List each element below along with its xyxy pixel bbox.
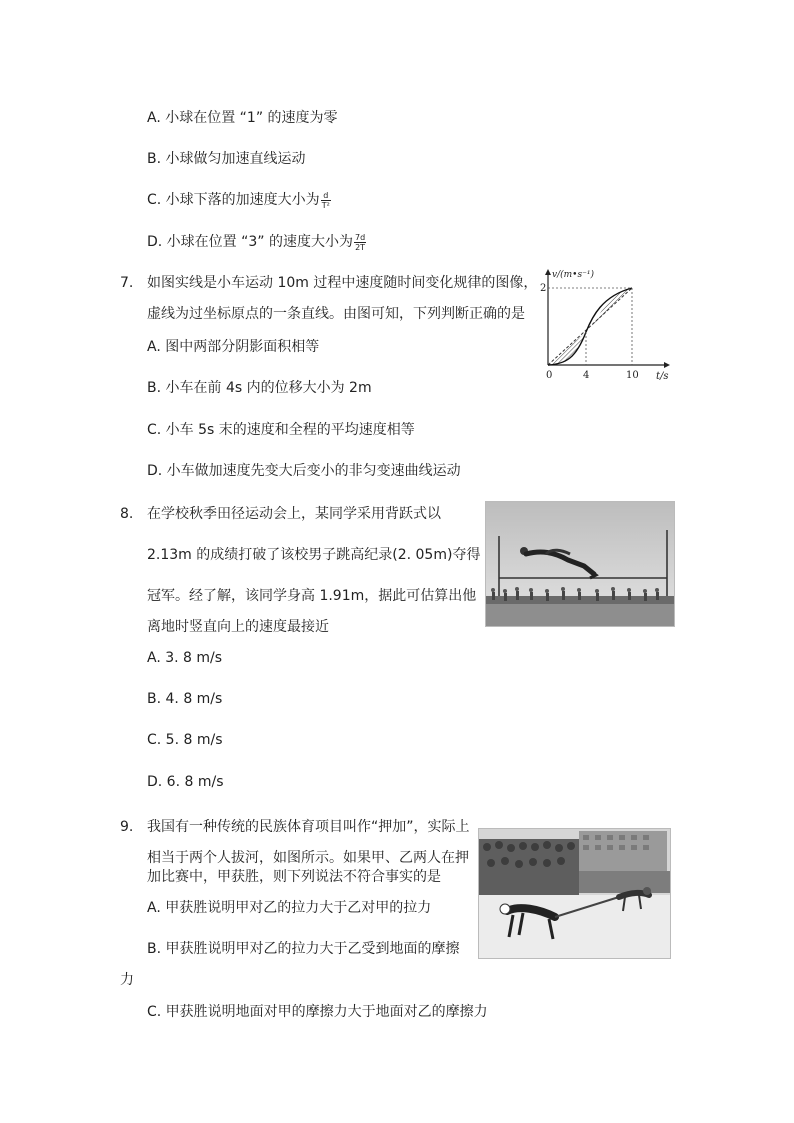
q8-option-a: A. 3. 8 m/s [147,650,223,666]
x-axis-arrow [664,362,670,368]
q7-stem-line1: 如图实线是小车运动 10m 过程中速度随时间变化规律的图像， [147,275,538,291]
fraction-denominator: 2T [355,242,366,252]
q6-option-d-fraction [354,233,366,252]
q7-option-c: C. 小车 5s 末的速度和全程的平均速度相等 [147,422,415,438]
q8-stem-line4: 离地时竖直向上的速度最接近 [147,619,329,635]
q9-stem-line2: 相当于两个人拔河，如图所示。如果甲、乙两人在押 [147,850,469,866]
q9-option-a: A. 甲获胜说明甲对乙的拉力大于乙对甲的拉力 [147,900,432,916]
q7-option-b: B. 小车在前 4s 内的位移大小为 2m [147,380,372,396]
fraction-numerator: d [321,191,331,201]
q8-stem-line1: 在学校秋季田径运动会上，某同学采用背跃式以 [147,506,441,522]
q7-option-a: A. 图中两部分阴影面积相等 [147,339,320,355]
q9-stem-line3: 加比赛中，甲获胜，则下列说法不符合事实的是 [147,869,441,885]
q6-option-a: A. 小球在位置 “1” 的速度为零 [147,110,338,126]
q6-option-b: B. 小球做匀加速直线运动 [147,151,306,167]
q6-option-d [147,232,366,252]
q6-option-d-text: D. 小球在位置 “3” 的速度大小为 [147,234,353,250]
q9-option-b: B. 甲获胜说明甲对乙的拉力大于乙受到地面的摩擦 [147,941,460,957]
high-jump-photo [485,501,675,627]
q8-number: 8. [120,506,134,522]
y-axis-arrow [545,269,551,275]
q7-option-d: D. 小车做加速度先变大后变小的非匀变速曲线运动 [147,463,461,479]
fraction-denominator: T² [321,200,330,210]
origin-label: 0 [546,370,553,381]
y-tick-2: 2 [540,283,547,294]
q8-option-c: C. 5. 8 m/s [147,732,223,748]
fraction-numerator: 7d [355,232,366,242]
high-jump-illustration [486,502,674,626]
q8-stem-line3: 冠军。经了解，该同学身高 1.91m，据此可估算出他 [147,588,477,604]
q6-option-c [147,190,331,210]
yajia-illustration [479,829,670,958]
q7-vt-graph [536,262,676,384]
q8-stem-line2: 2.13m 的成绩打破了该校男子跳高纪录(2. 05m)夺得 [147,547,481,563]
shaded-region-upper [586,288,632,332]
y-axis-label: v/(m•s⁻¹) [552,270,594,280]
x-tick-10: 10 [626,370,639,381]
q7-stem-line2: 虚线为过坐标原点的一条直线。由图可知，下列判断正确的是 [147,306,525,322]
q6-option-c-text: C. 小球下落的加速度大小为 [147,192,320,208]
yajia-photo [478,828,671,959]
q9-option-c: C. 甲获胜说明地面对甲的摩擦力大于地面对乙的摩擦力 [147,1004,488,1020]
q9-number: 9. [120,819,134,835]
x-axis-label: t/s [656,371,669,382]
q8-option-b: B. 4. 8 m/s [147,691,223,707]
q8-option-d: D. 6. 8 m/s [147,774,224,790]
x-tick-4: 4 [583,370,590,381]
q9-stem-line1: 我国有一种传统的民族体育项目叫作“押加”，实际上 [147,819,470,835]
q6-option-c-fraction [321,191,331,210]
q7-number: 7. [120,275,134,291]
dashed-reference-line [548,288,632,365]
q9-option-b-wrap: 力 [120,972,134,988]
